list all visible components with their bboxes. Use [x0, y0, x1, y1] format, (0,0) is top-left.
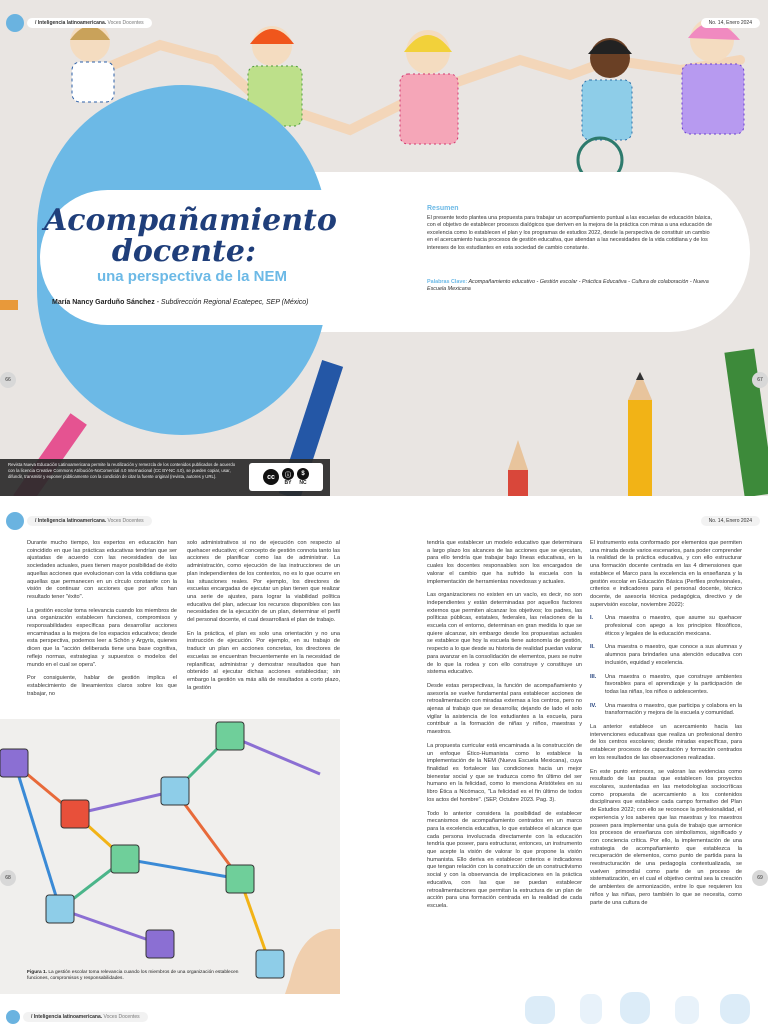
breadcrumb-section-3: / Inteligencia latinoamericana.: [31, 1014, 103, 1020]
paragraph: La gestión escolar toma relevancia cuando los miembros de una organización establecen funciones, compromisos y responsabilidades específicas para desarrollar acciones encaminadas a la mejora de los espacios educativos; desde esta perspectiva, podemos leer a Schön y Argyris, quienes dicen que la "acción deliberada tiene una base cognitiva, reflejo normas, estrategias y supuestos o modelos del mundo en el cual se opera".: [27, 607, 177, 668]
journal-logo-icon-3: [6, 1010, 20, 1024]
journal-logo-icon: [6, 14, 24, 32]
paragraph: El instrumento esta conformado por elementos que permiten una mirada desde varios escenarios, para poder comprender la realidad de la práctica educativa, y con ello estructurar una formación docente centrada en las 4 dimensiones que establece el Marco para la excelencia en la enseñanza y la gestión escolar en Educación Básica (Perfiles profesionales, criterios e indicadores para el personal docente, técnico docente, de asesoría técnica pedagógica, directivo y de supervisión escolar, noviembre 2022):: [590, 540, 742, 608]
paragraph: tendría que establecer un modelo educativo que determinara a largo plazo los alcances de las acciones que se ejecutan, para ello tendría que trabajar bajo líneas educativas, en la cuales los docentes responsables son los encargados de valorar el cambio que ha sufrido la escuela con la implementación de herramientas novedosas y actuales.: [427, 540, 582, 585]
cc-by-label: BY: [284, 480, 292, 486]
body-column-4: [590, 540, 742, 913]
title-line-1: Acompañamiento: [44, 203, 337, 238]
issue-label: No. 14, Enero 2024: [701, 18, 760, 28]
breadcrumb-section: / Inteligencia latinoamericana.: [35, 20, 107, 26]
paper-child-1: [70, 22, 114, 102]
list-text: Una maestra o maestro, que participa y colabora en la transformación y mejora de la escuela y comunidad.: [605, 702, 742, 717]
pencil-green: [724, 349, 768, 496]
pencil-red: [508, 440, 528, 496]
keywords-label: Palabras Clave:: [427, 279, 468, 285]
breadcrumb-sub-3: Voces Docentes: [103, 1014, 140, 1020]
page-number-68: 68: [0, 870, 16, 886]
abstract-text: El presente texto plantea una propuesta para trabajar un acompañamiento puntual a las escuelas de educación básica, con el objetivo de establecer procesos dialógicos que deriven en la mejora de la práctica con miras a una educación de excelencia como lo establecen el plan y los programas de estudios 2022, desde la perspectiva de constituir un cambio en el acercamiento hacia procesos de gestión educativa, que atiendan a las necesidades de la vida cotidiana y de los intereses de los estudiantes en esta sociedad de cambio constante.: [427, 215, 712, 251]
paragraph: Por consiguiente, hablar de gestión implica el establecimiento de lineamientos claros sobre los que trabajar, no: [27, 675, 177, 697]
decorative-bubbles: [430, 992, 768, 1024]
running-header-right-2: [701, 512, 760, 530]
running-header-left-3: [6, 1008, 148, 1026]
list-text: Una maestra o maestro, que asume su quehacer profesional con apego a los principios filosóficos, éticos y legales de la educación mexicana.: [605, 615, 742, 637]
paragraph: Durante mucho tiempo, los expertos en educación han coincidido en que las prácticas educativas tendrían que ser ajustadas de acuerdo con las necesidades de las sociedades actuales, pues tienen mayor posibilidad de éxito aquellas acciones que evolucionan con la vida cotidiana que aquellas que permanecen en un círculo constante con la visión de continuar con acciones que por años han resultado tener "éxito".: [27, 540, 177, 600]
figure-caption-text: La gestión escolar toma relevancia cuando los miembros de una organización establecen funciones, compromisos y responsabilidades.: [27, 970, 239, 982]
list-numeral: IV.: [590, 702, 597, 709]
pencil-orange: [0, 300, 18, 310]
journal-logo-icon-2: [6, 512, 24, 530]
author-line: [52, 299, 352, 306]
paper-child-4-wheelchair: [578, 38, 632, 182]
running-header-left-2: [6, 512, 152, 530]
breadcrumb-2: [27, 516, 152, 526]
paragraph: solo administrativos si no de ejecución con respecto al quehacer educativo; el concepto de gestión connota tanto las acciones de planificar como las de administrar. La administración, como ejecución de las instrucciones de un plan independientes de los contextos, no es lo que ocurre en las situaciones reales. Por ejemplo, los directores de escuelas encargadas de ejecutar un plan tienen que realizar una serie de ajustes, para lograr la viabilidad política educativa del plan, adecuar los recursos disponibles con las necesidades de la ejecución de un plan, determinar el perfil del personal docente, el cual desarrollará el plan de trabajo.: [187, 540, 340, 624]
paragraph: La anterior establece un acercamiento hacia las intervenciones educativas que realiza un profesional dentro de los centros escolares; desde miradas específicas, para establecer procesos de capacitación y formación centrados en los resultados de las observaciones realizadas.: [590, 724, 742, 761]
article-subtitle: una perspectiva de la NEM: [96, 268, 288, 285]
breadcrumb-3: [23, 1012, 148, 1022]
paper-child-5: [682, 18, 744, 134]
cc-license-badge[interactable]: [249, 463, 323, 491]
paper-child-3: [400, 30, 458, 144]
body-column-2: [187, 540, 340, 698]
breadcrumb-sub-2: Voces Docentes: [107, 518, 144, 524]
paragraph: La propuesta curricular está encaminada a la construcción de un enfoque Ético-Humanista como lo establece la implementación de la NEM (Nueva Escuela Mexicana), cuya finalidad es fortalecer las condiciones hacia un mejor bienestar social y que se traduzca como fin último del ser humano en la felicidad, como lo menciona Aristóteles en su libro Ética a Nicómaco, "La felicidad es el fin último de todos los actos del hombre". (SEP, Octubre 2023. Pag. 3).: [427, 742, 582, 803]
author-affiliation: - Subdirección Regional Ecatepec, SEP (México): [154, 299, 309, 306]
article-title: [44, 203, 337, 269]
title-line-2: docente:: [111, 234, 257, 269]
body-column-1: [27, 540, 177, 704]
pencil-yellow: [628, 372, 652, 496]
cc-nc-label: NC: [299, 480, 307, 486]
page-number-69: 69: [752, 870, 768, 886]
page-number-67: 67: [752, 372, 768, 388]
figure-label: Figura 1.: [27, 970, 47, 975]
dimension-list-item: [590, 615, 742, 638]
license-text: Revista Nueva Educación Latinoamericana permite la reutilización y remezcla de los contenidos publicados de acuerdo con la licencia Creative Commons Atribución-NoComercial 4.0 Internacional (CC BY-NC 4.0), se pueden copiar, usar, difundir, transmitir y exponer públicamente con la condición de citar la fuente original (revista, autores y URL).: [8, 462, 236, 479]
paragraph: Desde estas perspectivas, la función de acompañamiento y asesoría se vuelve fundamental para establecer acciones de retroalimentación con miradas externas a los centros, pero no ajenas al trabajo que se desarrolla; dejando de lado el solo vigilar la asistencia de los estudiantes a la escuela, para contribuir a la formación de niñas y niños, maestras y maestros.: [427, 682, 582, 736]
attribution-icon: ⓘ: [282, 468, 294, 480]
paragraph: En este punto entonces, se valoran las evidencias como resultado de las pautas que establecen los proyectos escolares, sustentadas en las metodologías sociocríticas como propuesta de acercamiento a los contenidos disciplinares que establece cada campo formativo del Plan de Estudios 2022; con ello se reconoce la profesionalidad, el experiencia y los saberes que las maestras y los maestros poseen para implementar una guía de trabajo que armonice los procesos de enseñanza con simbolismos, significado y con conciencia crítica. Por ello, la implementación de una estrategia de acompañamiento que establezca la recuperación de elementos, como punto de partida para la reestructuración de una pedagogía contextualizada, se vuelven primordial como parte de un proceso de sistematización, en el cual el objetivo central sea la creación de ambientes de armonización, entre lo que requieren los niños y las niñas, pero también lo que se necesita, como parte de una cultura de: [590, 768, 742, 906]
cc-icon: cc: [263, 469, 279, 485]
page-number-66: 66: [0, 372, 16, 388]
cc-by-block: [282, 468, 294, 486]
abstract-heading: Resumen: [427, 205, 459, 212]
paragraph: Todo lo anterior considera la posibilidad de establecer mecanismos de acompañamiento centrados en un marco para la excelencia educativa, lo que establece el alcance que cada persona involucrada directamente con la educación tendría que poseer, para estructurar, entonces, un instrumento que acepte la visión de valorar lo que propone la visión humanista. Ello deriva en establecer criterios e indicadores que tengan relación con la construcción de un constructivismo social y con la observancia de implicaciones en la práctica educativa, con las que se puedan establecer retroalimentaciones que permitan la estructura de un plan de acción para una formación centrada en la realidad de cada escuela.: [427, 810, 582, 909]
author-name: María Nancy Garduño Sánchez: [52, 299, 155, 306]
keywords-text: Acompañamiento educativo - Gestión escolar - Práctica Educativa - Cultura de colaboración - Nueva Escuela Mexicana: [427, 279, 709, 293]
network-illustration: [0, 719, 340, 994]
dimension-list-item: [590, 703, 742, 718]
keywords: [427, 279, 717, 294]
breadcrumb: [27, 18, 152, 28]
paragraph: Las organizaciones no existen en un vacío, es decir, no son independientes y están determinadas por aquellos factores externos que permiten alcanzar los objetivos; los padres, las políticas públicas, estatales, federales, las relaciones de la escuela con el entorno, determinan en gran medida lo que se quiere alcanzar, sin embargo desde los propuestas actuales se establece que hoy la escuela tiene autonomía de gestión, respecto a lo que desde su historia de realidad puedan valorar para avanzar en la consolidación de elementos, pues se nutre de lo que la rodea y con ello construye y constituye un sistema educativo.: [427, 592, 582, 676]
body-column-3: [427, 540, 582, 917]
list-numeral: I.: [590, 615, 594, 622]
cc-nc-block: [297, 468, 309, 486]
paragraph: En la práctica, el plan es solo una orientación y no una instrucción de ejecución. Por ejemplo, en su trabajo de traducir un plan en acciones concretas, los directores de escuelas se encuentran frecuentemente en la necesidad de replanificar, administrar y demostrar resultados que han obtenido al ejecutar dichas acciones establecidas; sin embargo la gestión va más allá de resultados a corto plazo, la gestión: [187, 630, 340, 691]
running-header-right: [701, 14, 760, 32]
list-text: Una maestra o maestro, que construye ambientes favorables para el aprendizaje y la participación de todas las niñas, los niños o adolescentes.: [605, 673, 742, 695]
figure-1-caption: [27, 970, 257, 982]
article-opening-spread: [0, 0, 768, 496]
list-numeral: II.: [590, 644, 595, 651]
running-header-left: [6, 14, 152, 32]
list-numeral: III.: [590, 673, 597, 680]
list-text: Una maestra o maestro, que conoce a sus alumnas y alumnos para brindarles una atención educativa con inclusión, equidad y excelencia.: [605, 644, 742, 666]
noncommercial-icon: $: [297, 468, 309, 480]
breadcrumb-section-2: / Inteligencia latinoamericana.: [35, 518, 107, 524]
figure-1-image: [0, 719, 340, 994]
dimension-list-item: [590, 644, 742, 667]
breadcrumb-sub: Voces Docentes: [107, 20, 144, 26]
issue-label-2: No. 14, Enero 2024: [701, 516, 760, 526]
dimension-list-item: [590, 674, 742, 697]
